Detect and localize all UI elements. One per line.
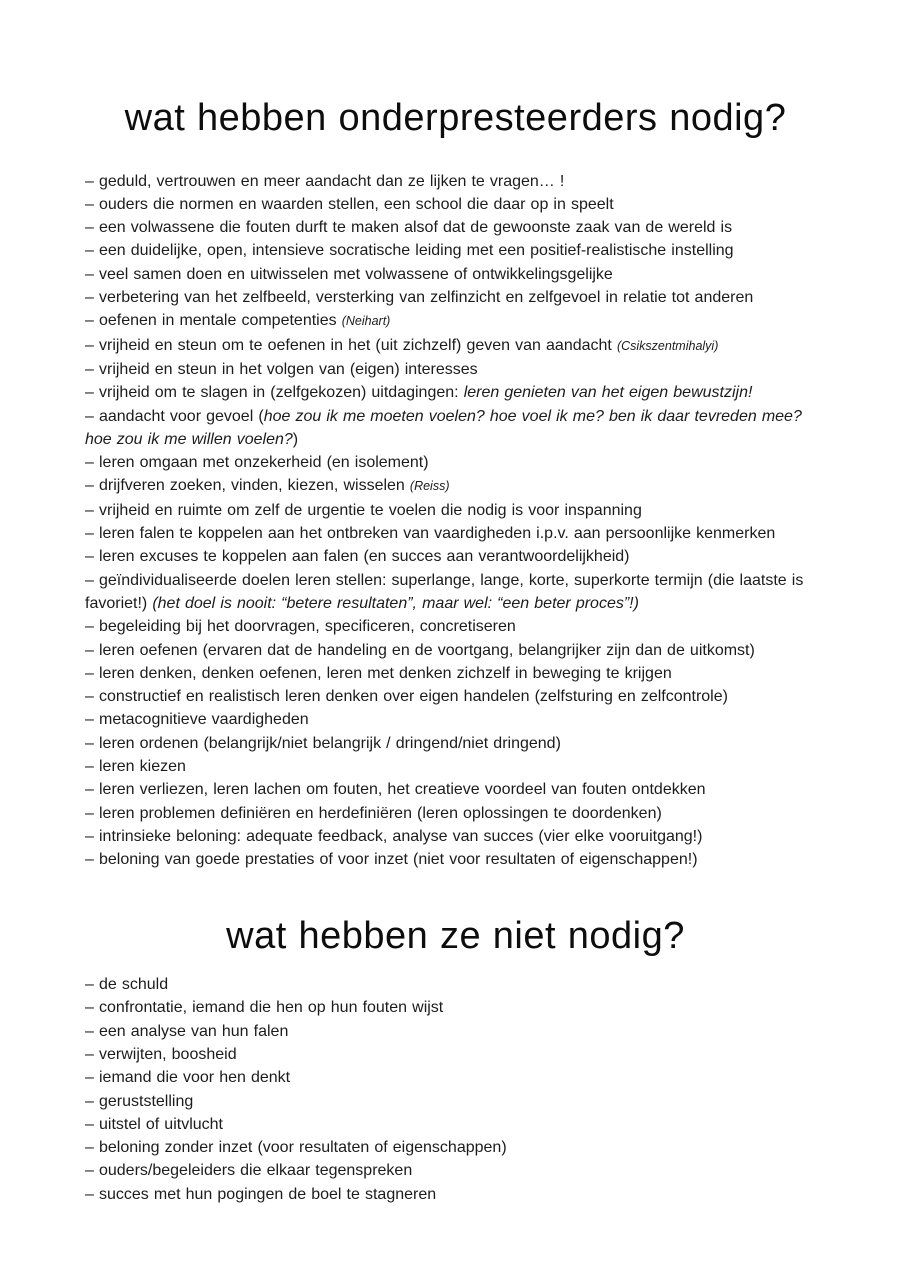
list-item [85,1043,826,1066]
list-item [85,1066,826,1089]
list-item [85,309,826,333]
item-text: (het doel is nooit: “betere resultaten”, maar wel: “een beter proces”!) [152,594,639,612]
bullet-dash: – [85,525,99,543]
bullet-dash: – [85,172,99,190]
list-item [85,474,826,498]
list-item [85,499,826,522]
bullet-dash: – [85,384,99,402]
bullet-dash: – [85,641,99,659]
bullet-dash: – [85,804,99,822]
bullet-dash: – [85,1185,99,1203]
bullet-dash: – [85,289,99,307]
item-text: geruststelling [98,1092,194,1110]
list-item [85,545,826,568]
bullet-dash: – [85,688,99,706]
bullet-dash: – [85,360,99,378]
bullet-dash: – [85,571,99,589]
bullet-dash: – [85,1092,99,1110]
item-text: oefenen in mentale competenties [98,312,342,330]
item-text: intrinsieke beloning: adequate feedback, analyse van succes (vier elke vooruitgang!) [98,827,703,845]
item-text: hoe zou ik me moeten voelen? hoe voel ik me? ben ik daar tevreden mee? hoe zou ik me willen voelen? [85,407,802,448]
item-text: aandacht voor gevoel ( [98,407,264,425]
item-text: begeleiding bij het doorvragen, specificeren, concretiseren [98,618,516,636]
item-text: beloning zonder inzet (voor resultaten of eigenschappen) [98,1139,507,1157]
bullet-dash: – [85,219,99,237]
section-what-they-dont-need [85,914,826,1207]
list-item [85,358,826,381]
bullet-dash: – [85,734,99,752]
bullet-dash: – [85,195,99,213]
list-item [85,239,826,262]
item-text: vrijheid en steun in het volgen van (eigen) interesses [98,360,478,378]
not-needed-list [85,973,826,1206]
bullet-dash: – [85,618,99,636]
item-text: leren kiezen [98,758,186,776]
item-text: leren oefenen (ervaren dat de handeling en de voortgang, belangrijker zijn dan de uitkomst) [98,641,755,659]
list-item [85,381,826,404]
item-text: geïndividualiseerde doelen leren stellen: superlange, lange, korte, superkorte termijn (die laatste is favoriet!) [85,571,804,612]
bullet-dash: – [85,664,99,682]
list-item [85,286,826,309]
list-item [85,334,826,358]
bullet-dash: – [85,548,99,566]
list-item [85,1090,826,1113]
item-text: leren falen te koppelen aan het ontbreken van vaardigheden i.p.v. aan persoonlijke kenmerken [98,525,776,543]
bullet-dash: – [85,336,99,354]
list-item [85,1020,826,1043]
bullet-dash: – [85,781,99,799]
list-item [85,732,826,755]
item-text: vrijheid en steun om te oefenen in het (uit zichzelf) geven van aandacht [98,336,617,354]
item-text: iemand die voor hen denkt [98,1069,291,1087]
bullet-dash: – [85,312,99,330]
item-text: leren verliezen, leren lachen om fouten, het creatieve voordeel van fouten ontdekken [98,781,706,799]
item-text: verwijten, boosheid [98,1045,237,1063]
list-item [85,802,826,825]
list-item [85,569,826,616]
item-text: ouders die normen en waarden stellen, een school die daar op in speelt [98,195,614,213]
item-text: succes met hun pogingen de boel te stagneren [98,1185,437,1203]
list-item [85,1113,826,1136]
bullet-dash: – [85,265,99,283]
list-item [85,755,826,778]
list-item [85,662,826,685]
bullet-dash: – [85,1022,99,1040]
item-text: vrijheid en ruimte om zelf de urgentie te voelen die nodig is voor inspanning [98,501,642,519]
list-item [85,193,826,216]
list-item [85,1183,826,1206]
item-text: ouders/begeleiders die elkaar tegenspreken [98,1162,413,1180]
bullet-dash: – [85,1162,99,1180]
bullet-dash: – [85,454,99,472]
list-item [85,451,826,474]
item-text: confrontatie, iemand die hen op hun fouten wijst [98,999,444,1017]
source-annotation: (Neihart) [341,314,391,329]
item-text: een duidelijke, open, intensieve socratische leiding met een positief-realistische instelling [98,242,734,260]
bullet-dash: – [85,501,99,519]
item-text: ) [292,430,299,448]
item-text: verbetering van het zelfbeeld, versterking van zelfinzicht en zelfgevoel in relatie tot anderen [98,289,754,307]
bullet-dash: – [85,1069,99,1087]
item-text: leren excuses te koppelen aan falen (en succes aan verantwoordelijkheid) [98,548,630,566]
page-title: wat hebben onderpresteerders nodig? [124,97,787,139]
item-text: leren ordenen (belangrijk/niet belangrijk / dringend/niet dringend) [98,734,561,752]
list-item [85,615,826,638]
item-text: geduld, vertrouwen en meer aandacht dan ze lijken te vragen… ! [98,172,565,190]
section-what-underachievers-need [85,96,826,872]
bullet-dash: – [85,477,99,495]
list-item [85,263,826,286]
item-text: leren genieten van het eigen bewustzijn! [463,384,753,402]
bullet-dash: – [85,242,99,260]
item-text: uitstel of uitvlucht [98,1115,223,1133]
list-item [85,685,826,708]
bullet-dash: – [85,827,99,845]
item-text: drijfveren zoeken, vinden, kiezen, wisselen [98,477,410,495]
bullet-dash: – [85,407,99,425]
list-item [85,778,826,801]
bullet-dash: – [85,1115,99,1133]
list-item [85,708,826,731]
bullet-dash: – [85,711,99,729]
bullet-dash: – [85,976,99,994]
list-item [85,639,826,662]
list-item [85,1136,826,1159]
item-text: veel samen doen en uitwisselen met volwassene of ontwikkelingsgelijke [98,265,613,283]
item-text: beloning van goede prestaties of voor inzet (niet voor resultaten of eigenschappen!) [98,851,698,869]
item-text: de schuld [98,976,169,994]
needs-list [85,170,826,872]
bullet-dash: – [85,1045,99,1063]
list-item [85,1159,826,1182]
list-item [85,170,826,193]
item-text: leren denken, denken oefenen, leren met denken zichzelf in beweging te krijgen [98,664,672,682]
item-text: een analyse van hun falen [98,1022,289,1040]
secondary-title: wat hebben ze niet nodig? [226,914,685,957]
list-item [85,973,826,996]
source-annotation: (Reiss) [409,479,450,494]
source-annotation: (Csikszentmihalyi) [616,338,719,353]
item-text: een volwassene die fouten durft te maken alsof dat de gewoonste zaak van de wereld is [98,219,733,237]
item-text: metacognitieve vaardigheden [98,711,309,729]
bullet-dash: – [85,999,99,1017]
list-item [85,996,826,1019]
list-item [85,848,826,871]
list-item [85,216,826,239]
item-text: constructief en realistisch leren denken over eigen handelen (zelfsturing en zelfcontrole) [98,688,728,706]
bullet-dash: – [85,1139,99,1157]
item-text: leren problemen definiëren en herdefiniëren (leren oplossingen te doordenken) [98,804,662,822]
item-text: leren omgaan met onzekerheid (en isolement) [98,454,429,472]
list-item [85,405,826,452]
bullet-dash: – [85,851,99,869]
bullet-dash: – [85,758,99,776]
list-item [85,522,826,545]
list-item [85,825,826,848]
item-text: vrijheid om te slagen in (zelfgekozen) uitdagingen: [98,384,464,402]
